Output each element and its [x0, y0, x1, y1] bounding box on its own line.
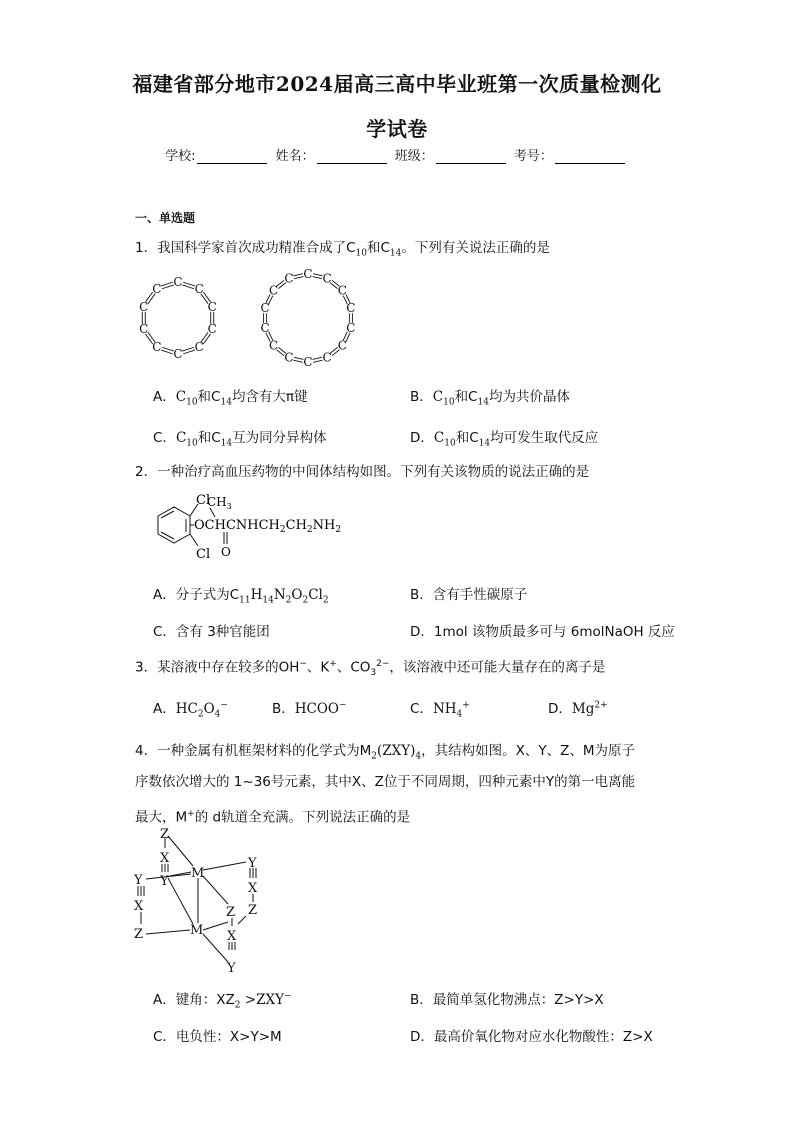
opt-sub: 10: [186, 397, 198, 408]
q2-option-d[interactable]: D．1mol 该物质最多可与 6molNaOH 反应: [410, 624, 675, 640]
q2-option-c[interactable]: C．含有 3种官能团: [153, 624, 270, 640]
opt-sub: 2: [285, 595, 292, 606]
ch3-label: [207, 495, 232, 511]
double-bond: [313, 360, 322, 362]
chain-sub1: 2: [279, 525, 286, 535]
carbon-atom-label: C: [152, 340, 162, 355]
opt-letter: B．: [410, 389, 433, 405]
q1-option-b[interactable]: [410, 385, 570, 408]
c10-ring: [139, 275, 217, 361]
q1-sub-a: 10: [355, 248, 367, 259]
question-3-stem: [135, 654, 605, 683]
atom-x: X: [160, 851, 170, 866]
carbon-atom-label: C: [303, 355, 313, 368]
question-number: 2．: [135, 464, 158, 480]
q4-line3-sup: +: [187, 809, 195, 819]
opt-sup: −: [283, 991, 292, 1002]
q2-option-a[interactable]: [153, 583, 329, 606]
atom-m: M: [190, 923, 204, 938]
atom-y: Y: [160, 874, 169, 889]
atom-x: X: [134, 899, 144, 914]
opt-o: O: [291, 587, 303, 603]
carbon-atom-label: C: [346, 301, 356, 316]
carbon-atom-label: C: [322, 271, 332, 286]
opt-letter: A．: [153, 701, 176, 717]
benzene-ring: [158, 507, 190, 543]
double-bond: [161, 282, 173, 286]
opt-and-c: 和C: [454, 389, 478, 405]
opt-sub: 4: [456, 709, 463, 720]
q4-line3-b: 的 d轨道全充满。下列说法正确的是: [194, 809, 411, 826]
q2-structure-figure: [130, 488, 350, 568]
carbon-atom-label: C: [260, 301, 270, 316]
opt-text: 均含有大π键: [231, 389, 308, 405]
q4-line1-a: 一种金属有机框架材料的化学式为M: [157, 743, 372, 759]
carbon-atom-label: C: [194, 281, 204, 296]
opt-n: N: [273, 587, 286, 603]
double-bond: [294, 357, 303, 359]
q4-line1-sub2: 4: [415, 751, 422, 762]
opt-sub: 4: [214, 709, 221, 720]
q1-text-a: 我国科学家首次成功精准合成了C: [157, 240, 356, 256]
carbon-atom-label: C: [337, 283, 347, 298]
q3-option-c[interactable]: [410, 697, 470, 720]
q4-option-c[interactable]: C．电负性：X>Y>M: [153, 1029, 282, 1045]
opt-cl: Cl: [308, 587, 323, 603]
opt-and-c: 和C: [197, 389, 221, 405]
opt-text: HC: [175, 701, 198, 717]
q1-text-c: 。下列有关说法正确的是: [401, 240, 550, 256]
opt-c: C: [433, 430, 445, 446]
page-title-line1: 福建省部分地市2024届高三高中毕业班第一次质量检测化: [132, 72, 662, 96]
chain-end: NH: [312, 518, 336, 533]
double-bond: [183, 350, 195, 354]
double-bond: [313, 357, 322, 359]
q3-text-a: 某溶液中存在较多的OH: [157, 659, 300, 676]
double-bond: [182, 285, 194, 289]
opt-letter: C．: [410, 701, 433, 717]
opt-sub: 14: [262, 595, 274, 606]
cl-bottom-label: Cl: [196, 547, 211, 562]
opt-sup: −: [339, 700, 347, 711]
atom-z: Z: [160, 827, 170, 842]
carbon-atom-label: C: [346, 320, 356, 335]
atom-z: Z: [248, 903, 258, 918]
chain-mid: CH: [285, 518, 307, 533]
opt-sub: 14: [220, 397, 232, 408]
q1-text-b: 和C: [366, 240, 390, 256]
opt-text: HCOO: [294, 701, 340, 717]
carbon-atom-label: C: [269, 338, 279, 353]
opt-and-c: 和C: [197, 430, 221, 446]
chain-sub2: 2: [306, 525, 313, 535]
opt-text: A．分子式为C: [153, 587, 240, 603]
carbon-atom-label: C: [269, 283, 279, 298]
carbon-atom-label: C: [284, 271, 294, 286]
q2-text: 一种治疗高血压药物的中间体结构如图。下列有关该物质的说法正确的是: [157, 464, 590, 480]
double-bond: [182, 347, 194, 351]
atom-m: M: [191, 866, 205, 881]
opt-sub: 2: [197, 709, 204, 720]
opt-sub: 11: [239, 595, 251, 606]
q3-sup-a: −: [299, 659, 307, 669]
opt-c: C: [175, 389, 187, 405]
carbonyl-o-label: O: [221, 545, 231, 559]
carbon-atom-label: C: [139, 299, 149, 314]
school-label: 学校:: [165, 149, 196, 164]
name-label: 姓名：: [275, 149, 315, 164]
double-bond: [293, 274, 302, 276]
class-blank[interactable]: [436, 150, 506, 164]
opt-text: A．键角：XZ: [153, 992, 235, 1008]
q3-text-b: 、K: [306, 659, 330, 676]
opt-letter: D．: [410, 430, 434, 446]
opt-sub: 10: [186, 438, 198, 449]
q4-line3-a: 最大，M: [135, 809, 188, 826]
exam-no-blank[interactable]: [555, 150, 625, 164]
methyl-bond: [210, 508, 215, 517]
q3-option-b[interactable]: [272, 697, 347, 717]
q3-sup-c: 2−: [376, 659, 390, 669]
atom-y: Y: [248, 856, 257, 871]
c14-ring: [261, 268, 356, 368]
q1-option-d[interactable]: [410, 426, 598, 449]
q1-sub-b: 14: [389, 248, 402, 259]
mof-atom-labels: [133, 827, 258, 976]
question-1-stem: [135, 238, 550, 264]
double-bond: [162, 347, 174, 351]
opt-letter: A．: [153, 389, 176, 405]
q4-line1-sub: 2: [371, 751, 377, 762]
mof-structure-figure: [128, 826, 278, 976]
q3-sup-b: +: [329, 659, 337, 669]
opt-letter: C．: [153, 430, 176, 446]
opt-sub: 10: [443, 397, 455, 408]
bond: [190, 534, 198, 546]
q3-sub-c: 3: [370, 668, 377, 679]
q4-line1-b: (ZXY): [376, 743, 416, 759]
carbon-atom-label: C: [337, 338, 347, 353]
carbon-atom-label: C: [207, 322, 217, 337]
q4-option-d[interactable]: D．最高价氧化物对应水化物酸性：Z>X: [410, 1029, 653, 1045]
mof-bonds: [138, 836, 256, 962]
atom-x: X: [227, 929, 237, 944]
atom-z: Z: [134, 927, 144, 942]
section-heading: 一、单选题: [135, 211, 196, 225]
q3-option-a[interactable]: [153, 697, 228, 720]
double-bond: [294, 277, 303, 279]
question-4-line3: [135, 804, 410, 828]
carbon-atom-label: C: [173, 347, 183, 361]
student-info-row: [0, 145, 794, 164]
double-bond: [293, 360, 302, 362]
carbon-atom-label: C: [284, 350, 294, 365]
double-bond: [161, 511, 174, 518]
q2-option-b[interactable]: B．含有手性碳原子: [410, 587, 528, 603]
opt-and-c: 和C: [455, 430, 479, 446]
chain-a: OCHCNHCH: [194, 518, 280, 533]
q4-option-b[interactable]: B．最简单氢化物沸点：Z>Y>X: [410, 992, 604, 1008]
q3-option-d[interactable]: [548, 697, 608, 717]
question-number: 3．: [135, 659, 158, 676]
carbon-atom-label: C: [152, 281, 162, 296]
opt-sup: −: [220, 700, 228, 711]
q1-option-a[interactable]: [153, 385, 308, 408]
class-label: 班级：: [394, 149, 434, 164]
q3-text-d: ，该溶液中还可能大量存在的离子是: [389, 659, 606, 676]
opt-o: O: [203, 701, 215, 717]
school-blank[interactable]: [197, 150, 267, 164]
opt-letter: D．: [548, 701, 572, 717]
opt-sub: 2: [234, 1000, 241, 1011]
question-4-line2: 序数依次增大的 1~36号元素，其中X、Z位于不同周期，四种元素中Y的第一电离能: [135, 774, 636, 790]
atom-y: Y: [134, 873, 143, 888]
chain-label: [194, 518, 341, 535]
opt-sub: 14: [478, 438, 491, 449]
page-title-line2: 学试卷: [366, 117, 428, 141]
double-bond: [162, 285, 174, 289]
carbon-atom-label: C: [207, 299, 217, 314]
opt-sub: 2: [302, 595, 309, 606]
ch3-sub: 3: [226, 502, 232, 511]
name-blank[interactable]: [317, 150, 387, 164]
opt-text: 均可发生取代反应: [490, 430, 599, 446]
question-number: 4．: [135, 743, 158, 759]
ch3-a: CH: [207, 495, 227, 509]
carbon-atom-label: C: [173, 275, 183, 289]
opt-text: NH: [432, 701, 457, 717]
opt-mid: >ZXY: [240, 992, 284, 1008]
double-bond: [161, 532, 174, 539]
question-2-stem: [135, 462, 589, 482]
carbon-atom-label: C: [139, 322, 149, 337]
question-number: 1．: [135, 240, 158, 256]
opt-sup: +: [462, 700, 470, 711]
carbon-atom-label: C: [303, 268, 313, 281]
atom-x: X: [248, 881, 258, 896]
opt-c: C: [175, 430, 187, 446]
carbon-rings-figure: [130, 268, 370, 368]
opt-text: 互为同分异构体: [232, 430, 327, 446]
opt-sub: 2: [322, 595, 329, 606]
opt-sup: 2+: [594, 700, 608, 711]
exam-no-label: 考号：: [513, 149, 553, 164]
atom-z: Z: [226, 905, 236, 920]
carbon-atom-label: C: [260, 320, 270, 335]
q4-option-a[interactable]: [153, 988, 292, 1011]
q1-option-c[interactable]: [153, 426, 327, 449]
opt-sub: 14: [477, 397, 489, 408]
opt-letter: B．: [272, 701, 295, 717]
carbon-atom-label: C: [322, 350, 332, 365]
q3-text-c: 、CO: [336, 659, 371, 676]
question-4-line1: [135, 741, 635, 767]
chain-sub3: 2: [335, 525, 342, 535]
opt-sub: 10: [444, 438, 456, 449]
opt-text: 均为共价晶体: [488, 389, 570, 405]
q4-line1-c: ，其结构如图。X、Y、Z、M为原子: [421, 743, 636, 759]
double-bond: [313, 274, 322, 276]
opt-c: C: [432, 389, 444, 405]
carbon-atom-label: C: [194, 340, 204, 355]
double-bond: [313, 277, 322, 279]
opt-sub: 14: [220, 438, 233, 449]
cl-top-label: Cl: [196, 493, 211, 508]
double-bond: [161, 350, 173, 354]
opt-text: Mg: [571, 701, 595, 717]
atom-y: Y: [227, 961, 236, 976]
opt-h: H: [250, 587, 263, 603]
double-bond: [183, 282, 195, 286]
